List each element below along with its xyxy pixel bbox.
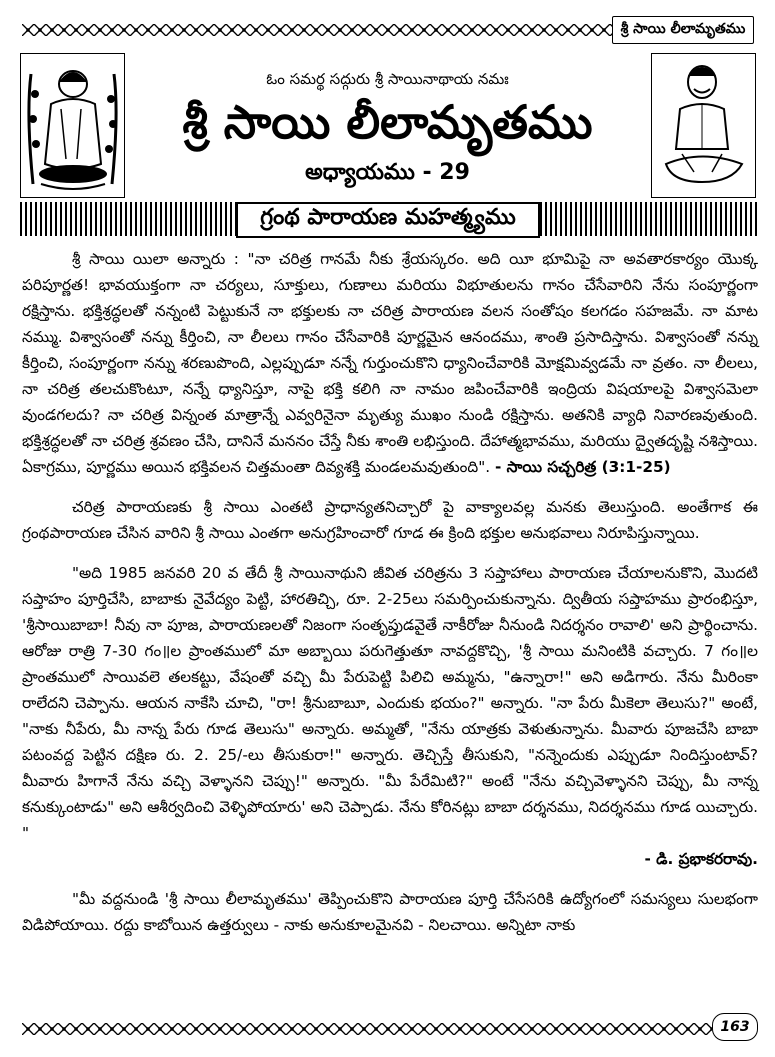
paragraph: "మీ వద్దనుండి 'శ్రీ సాయి లీలామృతము' తెప్పించుకొని పారాయణ పూర్తి చేసేసరికి ఉద్యోగంలో సమస్యలు సులభంగా విడిపోయాయి. రద్దు కాబోయిన ఉత్తర్వులు - నాకు అనుకూలమైనవి - నిలచాయి. అన్నిటా నాకు: [22, 890, 758, 934]
paragraph-text: శ్రీ సాయి యిలా అన్నారు : "నా చరిత్ర గానమే నీకు శ్రేయస్కరం. అది యీ భూమిపై నా అవతారకార్యం యొక్క పరిపూర్ణత! భావయుక్తంగా నా చర్యలు, సూక్తులు, గుణాలు మరియు విభూతులను గానం చేసేవారిని నేను సంపూర్ణంగా రక్షిస్తాను. భక్తిశ్రద్ధలతో నన్నంటి పెట్టుకునే నా భక్తులకు నా చరిత్ర పారాయణ వలన సంతోషం కలగడం సహజమే. నా మాట నమ్ము. విశ్వాసంతో నన్ను కీర్తించి, నా లీలలు గానం చేసేవారికి పూర్ణమైన ఆనందము, శాంతి ప్రసాదిస్తాను. విశ్వాసంతో నన్ను కీర్తించి, సంపూర్ణంగా నన్ను శరణుపొంది, ఎల్లప్పుడూ నన్నే గుర్తుంచుకొని ధ్యానించేవారికి మోక్షమివ్వడమే నా వ్రతం. నా లీలలు, నా చరిత్ర తలచుకొంటూ, నన్నే ధ్యానిస్తూ, నాపై భక్తి కలిగి నా నామం జపించేవారికి ఇంద్రియ విషయాలపై విశ్వాసమెలా వుండగలదు? నా చరిత్ర విన్నంత మాత్రాన్నే ఎవ్వరినైనా మృత్యు ముఖం నుండి రక్షిస్తాను. అతనికి వ్యాధి నివారణవుతుంది. భక్తిశ్రద్ధలతో నా చరిత్ర శ్రవణం చేసి, దానినే మననం చేస్తే నీకు శాంతి లభిస్తుంది. దేహాత్మభావము, మరియు ద్వైతదృష్టి నశిస్తాయి. ఏకాగ్రము, పూర్ణము అయిన భక్తివలన చిత్తమంతా దివ్యశక్తి మండలమవుతుంది".: [22, 250, 758, 476]
page-number: 163: [712, 1013, 758, 1041]
sai-baba-portrait-image: [20, 53, 125, 198]
quote-source: - డి. ప్రభాకరరావు.: [644, 850, 758, 868]
author-illustration-icon: [652, 54, 755, 197]
author-portrait-image: [651, 53, 756, 198]
page-title: శ్రీ సాయి లీలామృతము: [182, 95, 593, 149]
chapter-number: అధ్యాయము - 29: [305, 160, 470, 185]
top-border-ornament: [22, 24, 612, 36]
quote-source: - సాయి సచ్చరిత్ర (3:1-25): [494, 458, 671, 476]
sai-baba-illustration-icon: [21, 54, 124, 197]
invocation-line: ఓం సమర్థ సద్గురు శ్రీ సాయినాథాయ నమః: [266, 70, 509, 88]
bottom-border-ornament: [22, 1023, 712, 1035]
body-text: [22, 246, 758, 952]
paragraph: [22, 246, 758, 480]
paragraph: [22, 560, 758, 872]
running-header: శ్రీ సాయి లీలామృతము: [612, 16, 754, 44]
paragraph-text: "అది 1985 జనవరి 20 వ తేదీ శ్రీ సాయినాథుని జీవిత చరిత్రను 3 సప్తాహాలు పారాయణ చేయాలనుకొని, మొదటి సప్తాహం పూర్తిచేసి, బాబాకు నైవేద్యం పెట్టి, హారతిచ్చి, రూ. 2-25లు సమర్పించుకున్నాను. ద్వితీయ సప్తాహము ప్రారంభిస్తూ, 'శ్రీసాయిబాబా! నీవు నా పూజ, పారాయణలతో నిజంగా సంతృప్తుడవైతే నాకీరోజు నీనుండి నిదర్శనం రావాలి' అని ప్రార్థించాను. ఆరోజు రాత్రి 7-30 గం॥ల ప్రాంతములో మా అబ్బాయి పరుగెత్తుతూ నావద్దకొచ్చి, 'శ్రీ సాయి మనింటికి వచ్చారు. 7 గం॥ల ప్రాంతములో సాయివలె తలకట్టు, వేషంతో వచ్చి మీ పేరుపెట్టి పిలిచి అమ్మను, "ఉన్నారా!" అని అడిగారు. నేను మీరింకా రాలేదని చెప్పాను. ఆయన నాకేసి చూచి, "రా! శ్రీనుబాబూ, ఎందుకు భయం?" అన్నారు. "నా పేరు మీకెలా తెలుసు?" అంటే, "నాకు నీపేరు, మీ నాన్న పేరు గూడ తెలుసు" అన్నారు. అమ్మతో, "నేను యాత్రకు వెళుతున్నాను. మీవారు పూజచేసి బాబా పటంవద్ద పెట్టిన దక్షిణ రు. 2. 25/-లు తీసుకురా!" అన్నారు. తెచ్చిస్తే తీసుకుని, "నన్నెందుకు ఎప్పుడూ నిందిస్తుంటావ్? మీవారు హిగానే నేను వచ్చి వెళ్ళానని చెప్పు!" అన్నారు. "మీ పేరేమిటి?" అంటే "నేను వచ్చివెళ్ళానని చెప్పు, మీ నాన్న కనుక్కుంటాడు" అని ఆశీర్వదించి వెళ్ళిపోయారు' అని చెప్పాడు. నేను కోరినట్లు బాబా దర్శనము, నిదర్శనము గూడ యిచ్చారు. ": [22, 564, 758, 842]
section-heading: గ్రంథ పారాయణ మహత్మ్యము: [236, 202, 540, 238]
paragraph: చరిత్ర పారాయణకు శ్రీ సాయి ఎంతటి ప్రాధాన్యతనిచ్చారో పై వాక్యాలవల్ల మనకు తెలుస్తుంది. అంతేగాక ఈ గ్రంథపారాయణ చేసిన వారిని శ్రీ సాయి ఎంతగా అనుగ్రహించారో గూడ ఈ క్రింది భక్తుల అనుభవాలు నిరూపిస్తున్నాయి.: [22, 498, 758, 542]
